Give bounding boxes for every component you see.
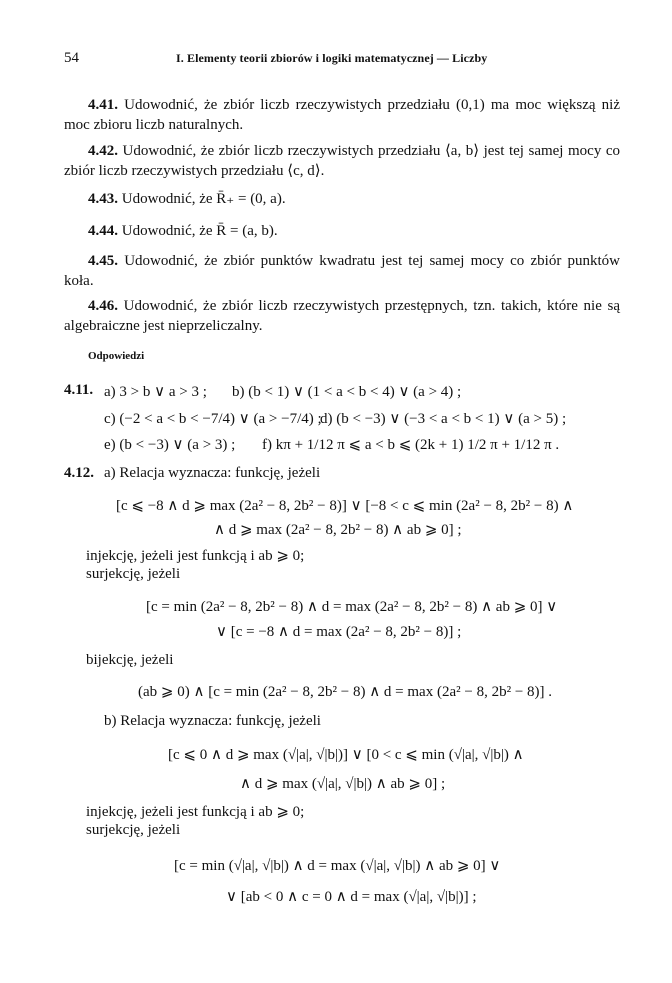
formula-line: [c = min (2a² − 8, 2b² − 8) ∧ d = max (2a² − 8, 2b² − 8) ∧ ab ⩾ 0] ∨ <box>146 599 558 615</box>
problem-4-46 <box>64 296 620 336</box>
problem-number: 4.46. <box>88 298 118 314</box>
problem-text: Udowodnić, że zbiór liczb rzeczywistych przedziału ⟨a, b⟩ jest tej samej mocy co zbiór liczb rzeczywistych przedziału ⟨c, d⟩. <box>64 143 621 179</box>
answer-4-11-a: a) 3 > b ∨ a > 3 ; <box>104 384 207 400</box>
running-head: I. Elementy teorii zbiorów i logiki matematycznej — Liczby <box>176 51 488 65</box>
problem-4-42 <box>64 141 620 181</box>
page-header <box>64 50 624 70</box>
problem-4-45 <box>64 251 620 291</box>
formula-line: ∨ [ab < 0 ∧ c = 0 ∧ d = max (√|a|, √|b|)] ; <box>226 889 477 905</box>
problem-4-41 <box>64 95 620 135</box>
answer-text: surjekcję, jeżeli <box>86 566 181 582</box>
problem-number: 4.45. <box>88 253 118 269</box>
answer-4-11-f: f) kπ + 1/12 π ⩽ a < b ⩽ (2k + 1) 1/2 π + 1/12 π . <box>262 437 560 453</box>
answer-text: bijekcję, jeżeli <box>86 652 174 668</box>
answer-text: surjekcję, jeżeli <box>86 822 181 838</box>
answer-text: injekcję, jeżeli jest funkcją i ab ⩾ 0; <box>86 548 305 564</box>
problem-text: Udowodnić, że R̄ = (a, b). <box>121 223 278 239</box>
formula-line: [c ⩽ −8 ∧ d ⩾ max (2a² − 8, 2b² − 8)] ∨ [−8 < c ⩽ min (2a² − 8, 2b² − 8) ∧ <box>116 498 574 514</box>
problem-4-43 <box>64 189 620 209</box>
problem-number: 4.44. <box>88 223 118 239</box>
answer-4-11-b: b) (b < 1) ∨ (1 < a < b < 4) ∨ (a > 4) ; <box>232 384 462 400</box>
page-number: 54 <box>64 50 79 66</box>
formula-line: [c ⩽ 0 ∧ d ⩾ max (√|a|, √|b|)] ∨ [0 < c ⩽ min (√|a|, √|b|) ∧ <box>168 747 524 763</box>
answer-4-11-e: e) (b < −3) ∨ (a > 3) ; <box>104 437 236 453</box>
answer-4-11-d: d) (b < −3) ∨ (−3 < a < b < 1) ∨ (a > 5) ; <box>320 411 567 427</box>
formula-line: [c = min (√|a|, √|b|) ∧ d = max (√|a|, √|b|) ∧ ab ⩾ 0] ∨ <box>174 858 501 874</box>
answer-4-12-b-intro: b) Relacja wyznacza: funkcję, jeżeli <box>104 713 321 729</box>
answer-4-12-a-intro: a) Relacja wyznacza: funkcję, jeżeli <box>104 465 321 481</box>
problem-text: Udowodnić, że zbiór punktów kwadratu jest tej samej mocy co zbiór punktów koła. <box>64 253 620 289</box>
problem-number: 4.42. <box>88 143 118 159</box>
formula-line: ∨ [c = −8 ∧ d = max (2a² − 8, 2b² − 8)] ; <box>216 624 462 640</box>
problem-text: Udowodnić, że zbiór liczb rzeczywistych przestępnych, tzn. takich, które nie są algebraiczne jest nieprzeliczalny. <box>64 298 621 334</box>
formula-line: ∧ d ⩾ max (2a² − 8, 2b² − 8) ∧ ab ⩾ 0] ; <box>214 522 462 538</box>
formula-line: ∧ d ⩾ max (√|a|, √|b|) ∧ ab ⩾ 0] ; <box>240 776 446 792</box>
answer-number-4-11: 4.11. <box>64 382 94 398</box>
problem-text: Udowodnić, że R̄₊ = (0, a). <box>121 191 286 207</box>
answers-heading: Odpowiedzi <box>88 350 145 362</box>
problem-number: 4.43. <box>88 191 118 207</box>
answer-number-4-12: 4.12. <box>64 465 94 481</box>
problem-text: Udowodnić, że zbiór liczb rzeczywistych przedziału (0,1) ma moc większą niż moc zbioru liczb naturalnych. <box>64 97 620 133</box>
answer-4-11-c: c) (−2 < a < b < −7/4) ∨ (a > −7/4) ; <box>104 411 322 427</box>
problem-number: 4.41. <box>88 97 118 113</box>
formula-line: (ab ⩾ 0) ∧ [c = min (2a² − 8, 2b² − 8) ∧ d = max (2a² − 8, 2b² − 8)] . <box>138 684 553 700</box>
problem-4-44 <box>64 221 620 241</box>
answer-text: injekcję, jeżeli jest funkcją i ab ⩾ 0; <box>86 804 305 820</box>
